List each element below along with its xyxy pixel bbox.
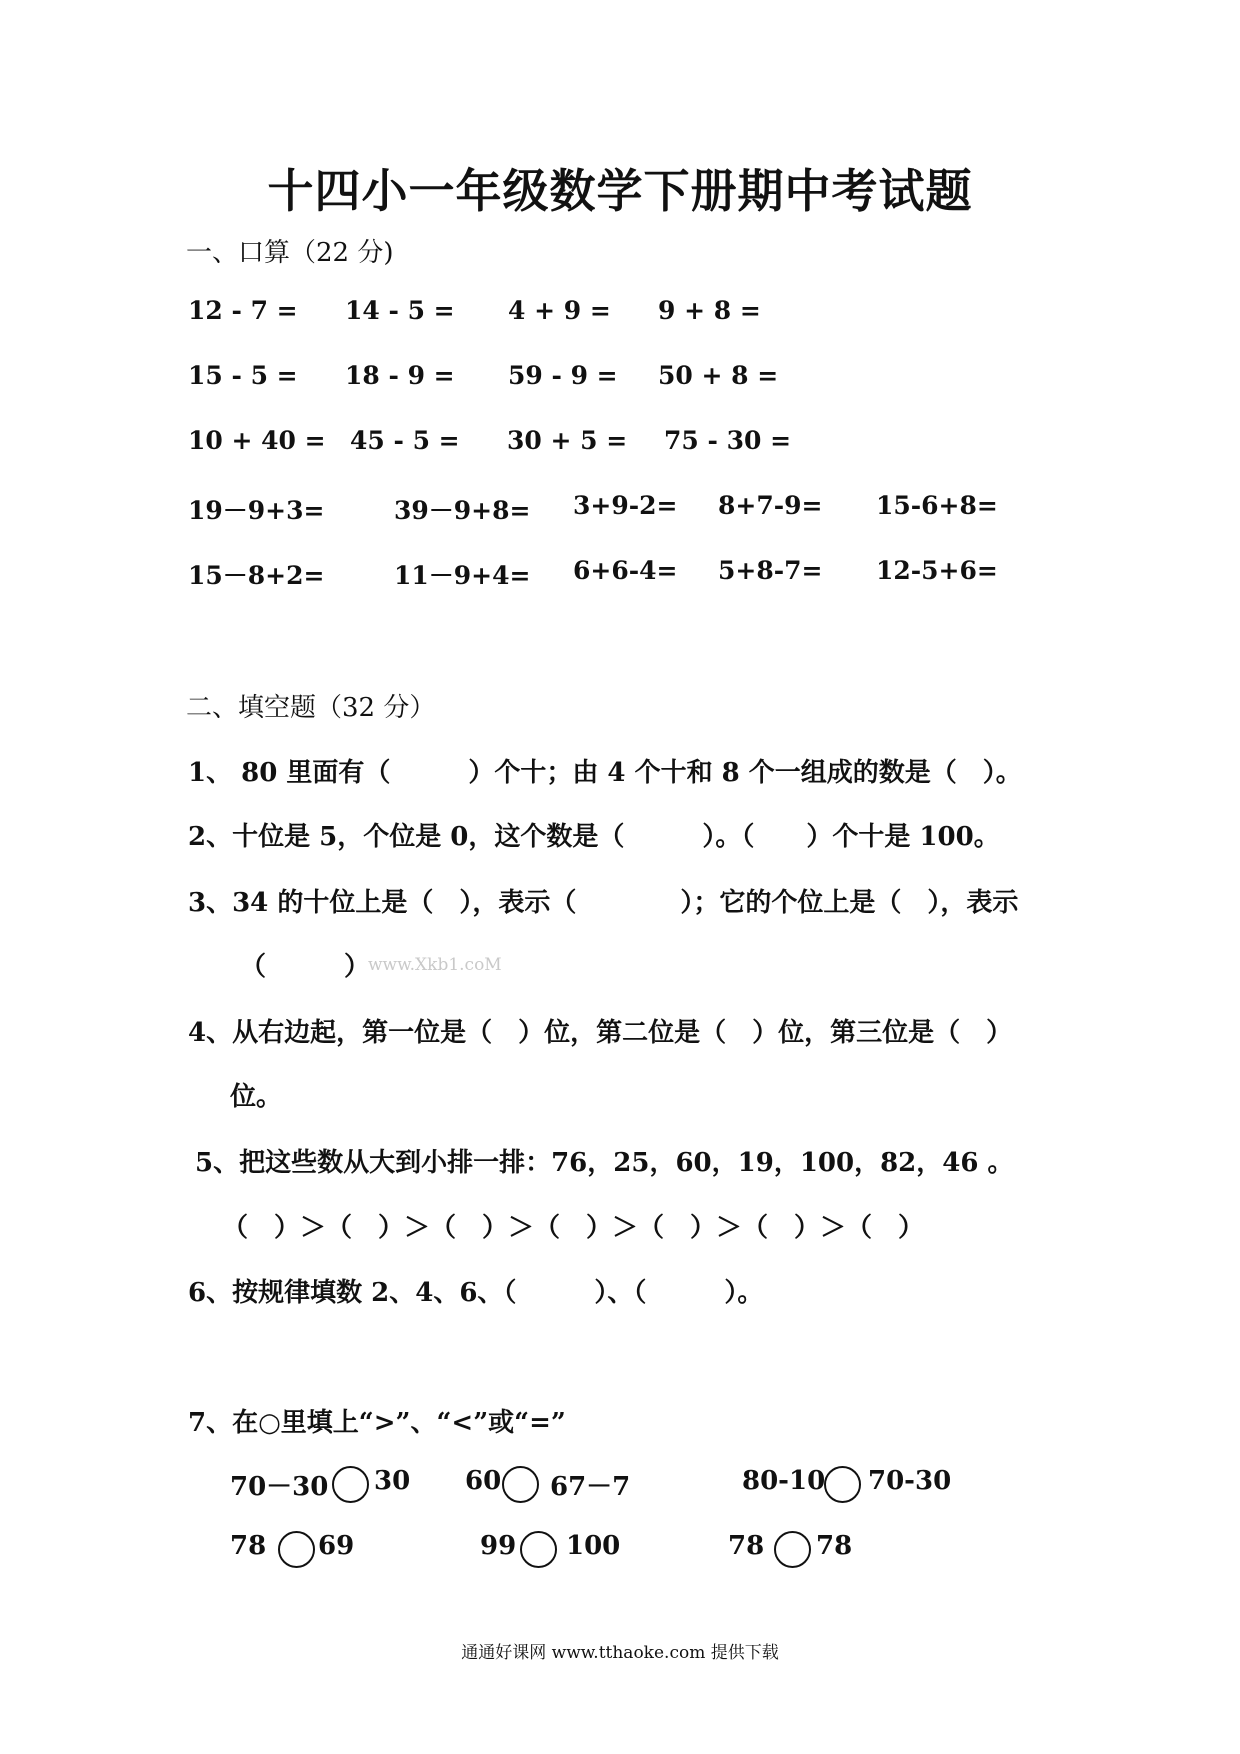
page-footer: 通通好课网 www.tthaoke.com 提供下载	[461, 1643, 779, 1663]
calc-item: 9 + 8 =	[658, 296, 761, 325]
calc-item: 6+6-4=	[573, 556, 678, 585]
compare-circle[interactable]	[774, 1531, 811, 1568]
section2-heading: 二、填空题（32 分）	[186, 693, 436, 723]
calc-item: 12 - 7 =	[188, 296, 298, 325]
page-title: 十四小一年级数学下册期中考试题	[267, 164, 973, 218]
calc-item: 19－9+3=	[188, 496, 325, 525]
compare-right: 67－7	[550, 1472, 631, 1502]
question-3: 3、34 的十位上是（ ），表示（ ）；它的个位上是（ ），表示	[188, 888, 1019, 918]
compare-right: 70-30	[868, 1466, 952, 1496]
calc-item: 15－8+2=	[188, 561, 325, 590]
compare-left: 78	[728, 1531, 765, 1561]
calc-item: 15-6+8=	[876, 491, 998, 520]
question-5-blanks: （ ）＞（ ）＞（ ）＞（ ）＞（ ）＞（ ）＞（ ）	[222, 1213, 925, 1243]
calc-item: 14 - 5 =	[345, 296, 455, 325]
compare-circle[interactable]	[520, 1531, 557, 1568]
calc-item: 75 - 30 =	[664, 426, 792, 455]
question-4-continued: 位。	[230, 1082, 283, 1112]
calc-item: 12-5+6=	[876, 556, 998, 585]
question-1: 1、 80 里面有（ ）个十；由 4 个十和 8 个一组成的数是（ ）。	[188, 758, 1022, 788]
compare-circle[interactable]	[278, 1531, 315, 1568]
question-3-continued: （ ）	[240, 952, 371, 982]
calc-item: 11－9+4=	[394, 561, 531, 590]
calc-item: 45 - 5 =	[350, 426, 460, 455]
question-6: 6、按规律填数 2、4、6、（ ）、（ ）。	[188, 1278, 764, 1308]
compare-right: 30	[374, 1466, 411, 1496]
question-2: 2、十位是 5，个位是 0，这个数是（ ）。（ ）个十是 100。	[188, 822, 1000, 852]
calc-item: 10 + 40 =	[188, 426, 326, 455]
compare-left: 60	[465, 1466, 502, 1496]
compare-circle[interactable]	[824, 1466, 861, 1503]
calc-item: 39－9+8=	[394, 496, 531, 525]
calc-item: 15 - 5 =	[188, 361, 298, 390]
compare-right: 78	[816, 1531, 853, 1561]
calc-item: 50 + 8 =	[658, 361, 779, 390]
calc-item: 8+7-9=	[718, 491, 823, 520]
compare-left: 78	[230, 1531, 267, 1561]
calc-item: 3+9-2=	[573, 491, 678, 520]
compare-right: 69	[318, 1531, 355, 1561]
question-5: 5、把这些数从大到小排一排：76，25，60，19，100，82，46 。	[195, 1148, 1014, 1178]
compare-left: 70－30	[230, 1472, 329, 1502]
compare-left: 80-10	[742, 1466, 826, 1496]
calc-item: 30 + 5 =	[507, 426, 628, 455]
question-4: 4、从右边起，第一位是（ ）位，第二位是（ ）位，第三位是（ ）	[188, 1018, 1013, 1048]
calc-item: 59 - 9 =	[508, 361, 618, 390]
compare-circle[interactable]	[502, 1466, 539, 1503]
calc-item: 4 + 9 =	[508, 296, 611, 325]
calc-item: 5+8-7=	[718, 556, 823, 585]
section1-heading: 一、口算（22 分)	[186, 238, 394, 268]
watermark: www.Xkb1.coM	[368, 955, 502, 975]
compare-left: 99	[480, 1531, 517, 1561]
question-7: 7、在○里填上“>”、“<”或“=”	[188, 1408, 566, 1438]
calc-item: 18 - 9 =	[345, 361, 455, 390]
compare-circle[interactable]	[332, 1466, 369, 1503]
compare-right: 100	[566, 1531, 621, 1561]
